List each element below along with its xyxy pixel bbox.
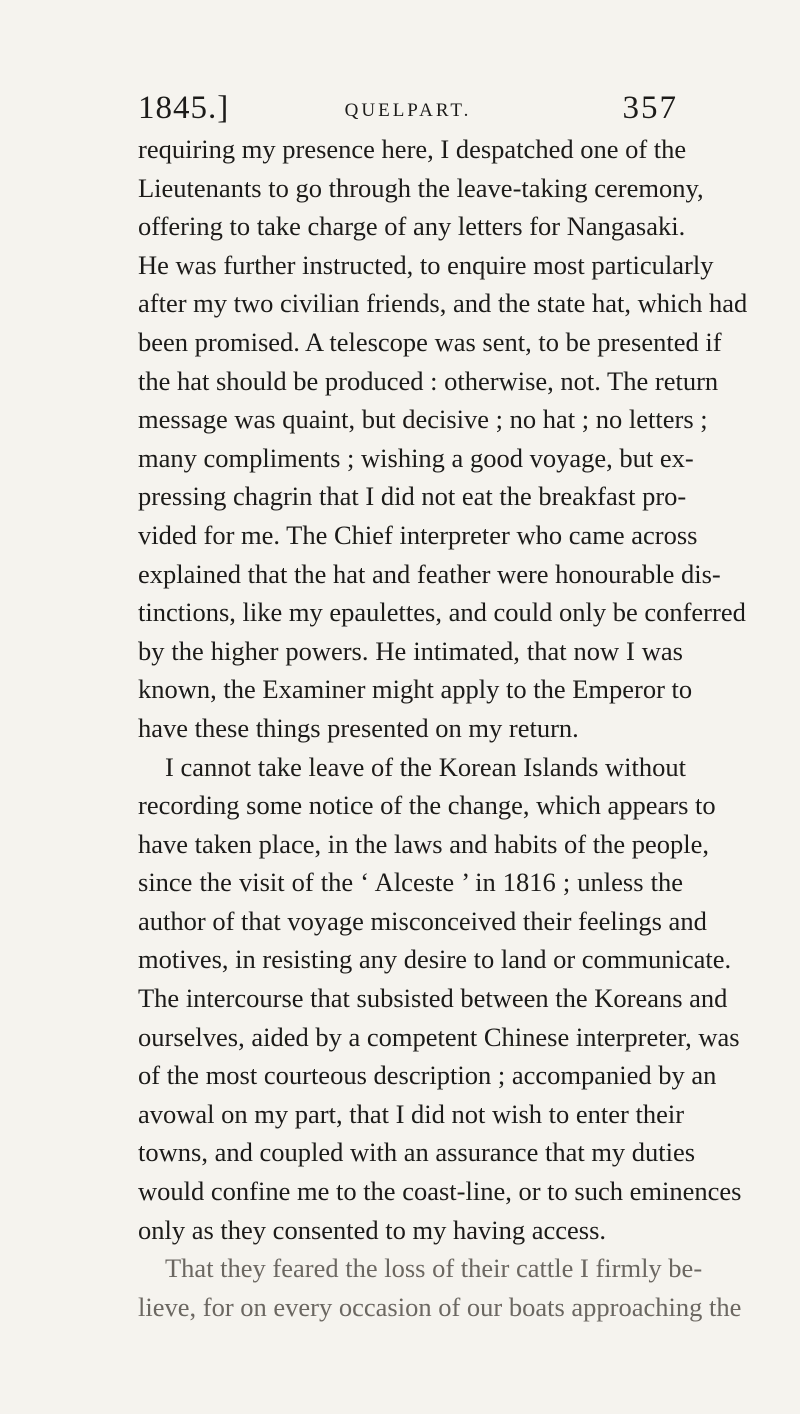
text-line-10: pressing chagrin that I did not eat the breakfast pro- (138, 481, 687, 512)
text-line-1: requiring my presence here, I despatched one of the (138, 134, 687, 164)
text-line-22: motives, in resisting any desire to land or communicate. (138, 944, 732, 975)
text-line-8: message was quaint, but decisive ; no hat ; no letters ; (138, 404, 708, 435)
text-line-11: vided for me. The Chief interpreter who came across (138, 519, 698, 550)
running-title: QUELPART. (344, 100, 472, 121)
text-line-13: tinctions, like my epaulettes, and could only be conferred (138, 597, 746, 628)
text-line-31: lieve, for on every occasion of our boats approaching the (138, 1291, 742, 1322)
text-line-15: known, the Examiner might apply to the Emperor to (138, 674, 693, 705)
header-year: 1845.] (138, 90, 230, 126)
text-line-21: author of that voyage misconceived their feelings and (138, 905, 707, 936)
body-text (138, 130, 748, 1326)
text-line-7: the hat should be produced : otherwise, not. The return (138, 365, 719, 396)
text-line-14: by the higher powers. He intimated, that now I was (138, 635, 683, 666)
running-header (138, 90, 678, 130)
page-number: 357 (622, 90, 678, 126)
text-line-16: have these things presented on my return. (138, 712, 579, 743)
text-line-28: would confine me to the coast-line, or to such eminences (138, 1176, 742, 1207)
text-line-25: of the most courteous description ; accompanied by an (138, 1060, 717, 1091)
text-line-30: That they feared the loss of their cattle I firmly be- (165, 1253, 703, 1284)
text-line-29: only as they consented to my having access. (138, 1214, 607, 1245)
text-line-12: explained that the hat and feather were honourable dis- (138, 558, 721, 589)
text-line-23: The intercourse that subsisted between the Koreans and (138, 983, 728, 1014)
text-line-3: offering to take charge of any letters for Nangasaki. (138, 211, 686, 242)
text-line-4: He was further instructed, to enquire most particularly (138, 249, 714, 280)
text-line-27: towns, and coupled with an assurance that my duties (138, 1137, 696, 1168)
text-line-18: recording some notice of the change, which appears to (138, 790, 716, 821)
text-line-24: ourselves, aided by a competent Chinese interpreter, was (138, 1021, 740, 1052)
text-line-26: avowal on my part, that I did not wish to enter their (138, 1098, 685, 1129)
text-line-19: have taken place, in the laws and habits of the people, (138, 828, 710, 859)
text-line-6: been promised. A telescope was sent, to be presented if (138, 326, 722, 357)
text-line-2: Lieutenants to go through the leave-taking ceremony, (138, 172, 704, 203)
text-line-5: after my two civilian friends, and the state hat, which had (138, 288, 748, 319)
text-line-9: many compliments ; wishing a good voyage, but ex- (138, 442, 694, 473)
text-line-17: I cannot take leave of the Korean Islands without (165, 751, 686, 782)
text-line-20: since the visit of the ‘ Alceste ’ in 1816 ; unless the (138, 867, 683, 898)
